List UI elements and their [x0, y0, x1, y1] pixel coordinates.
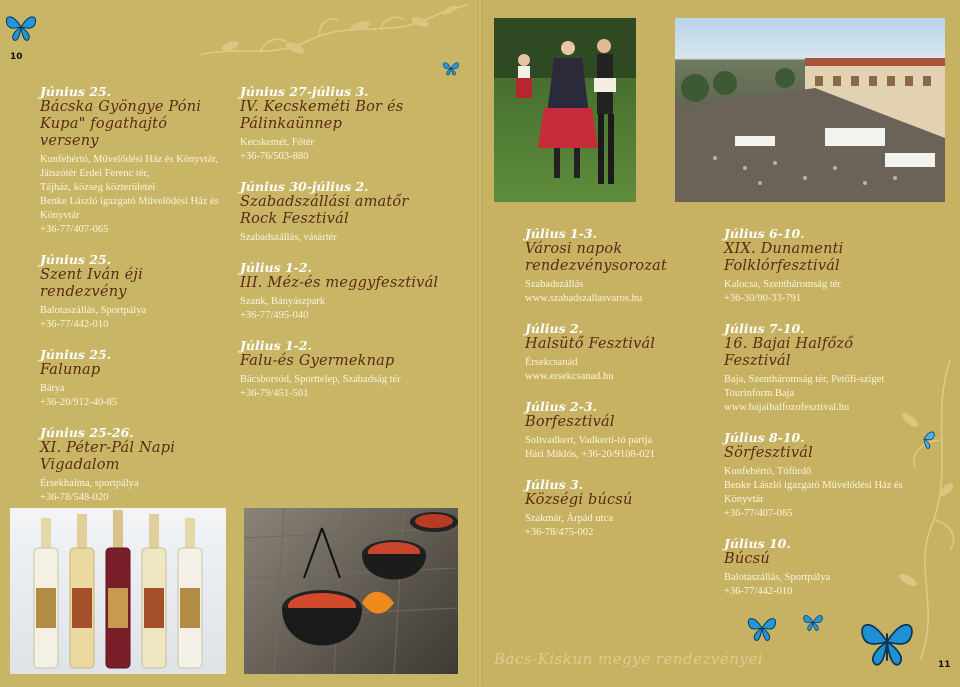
event-info-line: +36-78/475-002: [525, 527, 594, 538]
town-square-festival-photo: [675, 18, 945, 202]
event-date: Június 27-július 3.: [240, 84, 369, 99]
event-title: Falunap: [40, 362, 101, 378]
event-item: [40, 347, 230, 410]
palinka-bottles-photo: [10, 508, 226, 674]
event-date: Június 25.: [40, 84, 112, 99]
event-info-line: Baja, Szentháromság tér, Petőfi-sziget: [724, 374, 885, 385]
event-column-2: [240, 84, 440, 416]
event-info-line: Balotaszállás, Sportpálya: [40, 305, 147, 316]
event-title: IV. Kecskeméti Bor és Pálinkaünnep: [240, 99, 404, 132]
event-date: Július 2.: [525, 321, 584, 336]
event-date: Július 1-2.: [240, 260, 312, 275]
event-info-line: +36-78/548-020: [40, 492, 109, 503]
event-title: 16. Bajai Halfőző Fesztivál: [724, 336, 854, 369]
event-info-line: Benke László igazgató Művelődési Ház és: [724, 480, 903, 491]
event-item: [724, 226, 914, 306]
footer-title: Bács-Kiskun megye rendezvényei: [494, 650, 764, 668]
event-title: Borfesztivál: [525, 414, 615, 430]
event-column-4: [724, 226, 914, 614]
event-info-line: Kalocsa, Szentháromság tér: [724, 279, 841, 290]
butterfly-icon: [802, 612, 824, 632]
event-date: Június 30-július 2.: [240, 179, 369, 194]
event-info-line: +36-79/451-501: [240, 388, 309, 399]
page-number-left: 10: [10, 52, 23, 62]
event-info-line: +36-20/912-40-85: [40, 397, 118, 408]
event-title: XIX. Dunamenti Folklórfesztivál: [724, 241, 844, 274]
event-info-line: Kecskemét, Főtér: [240, 137, 315, 148]
event-info-line: Szakmár, Árpád utca: [525, 513, 613, 524]
event-item: [724, 321, 914, 415]
event-info-line: Hári Miklós, +36-20/9108-021: [525, 449, 655, 460]
event-date: Július 7-10.: [724, 321, 805, 336]
event-title: Bácska Gyöngye Póni Kupa" fogathajtó verseny: [40, 99, 202, 149]
event-date: Július 10.: [724, 536, 791, 551]
event-title: Falu-és Gyermeknap: [240, 353, 395, 369]
event-item: [40, 84, 230, 237]
event-date: Július 3.: [525, 477, 584, 492]
event-item: [40, 252, 230, 332]
event-info-line: Tájház, község közterületei: [40, 182, 156, 193]
event-item: [525, 477, 700, 540]
event-title: Búcsú: [724, 551, 770, 567]
event-info-line: Bátya: [40, 383, 65, 394]
event-item: [724, 536, 914, 599]
butterfly-icon: [442, 60, 460, 76]
event-title: III. Méz-és meggyfesztivál: [240, 275, 439, 291]
event-date: Július 2-3.: [525, 399, 597, 414]
event-title: Szabadszállási amatőr Rock Fesztivál: [240, 194, 409, 227]
event-info-line: +36-76/503-880: [240, 151, 309, 162]
event-item: [240, 179, 440, 245]
event-column-1: [40, 84, 230, 520]
vine-ornament-top: [200, 0, 470, 75]
event-info-line: Érsekcsanád: [525, 357, 578, 368]
event-item: [240, 338, 440, 401]
event-date: Június 25.: [40, 347, 112, 362]
event-info-line: www.ersekcsanad.hu: [525, 371, 614, 382]
event-info-line: Játszótér Erdei Ferenc tér,: [40, 168, 150, 179]
event-info-line: +36-77/407-065: [40, 224, 109, 235]
event-date: Július 8-10.: [724, 430, 805, 445]
event-item: [724, 430, 914, 521]
event-date: Július 1-2.: [240, 338, 312, 353]
butterfly-icon: [4, 12, 38, 42]
event-date: Július 1-3.: [525, 226, 597, 241]
event-info-line: Könyvtár: [724, 494, 764, 505]
butterfly-icon: [858, 616, 916, 668]
event-info-line: Érsekhalma, sportpálya: [40, 478, 139, 489]
page-number-right: 11: [938, 660, 951, 670]
page-gutter: [478, 0, 482, 687]
event-info-line: Soltvadkert, Vadkerti-tó partja: [525, 435, 653, 446]
event-date: Június 25-26.: [40, 425, 134, 440]
event-info-line: +36-77/407-065: [724, 508, 793, 519]
event-info-line: www.szabadszallasvaros.hu: [525, 293, 643, 304]
event-info-line: Balotaszállás, Sportpálya: [724, 572, 831, 583]
event-info-line: Könyvtár: [40, 210, 80, 221]
event-info-line: Kunfehértó, Művelődési Ház és Könyvtár,: [40, 154, 219, 165]
event-info-line: Szank, Bányászpark: [240, 296, 326, 307]
event-info-line: +36-30/90-33-791: [724, 293, 802, 304]
event-title: Sörfesztivál: [724, 445, 813, 461]
event-info-line: Bácsborsód, Sporttelep, Szabadság tér: [240, 374, 401, 385]
event-title: Városi napok rendezvénysorozat: [525, 241, 667, 274]
event-date: Július 6-10.: [724, 226, 805, 241]
event-info-line: Szabadszállás: [525, 279, 584, 290]
event-item: [240, 84, 440, 164]
event-date: Június 25.: [40, 252, 112, 267]
event-item: [525, 321, 700, 384]
event-title: Halsütő Fesztivál: [525, 336, 656, 352]
event-item: [40, 425, 230, 505]
butterfly-icon: [746, 614, 778, 642]
event-title: Szent Iván éji rendezvény: [40, 267, 143, 300]
event-info-line: Szabadszállás, vásártér: [240, 232, 337, 243]
event-info-line: +36-77/442-010: [724, 586, 793, 597]
event-item: [525, 226, 700, 306]
folk-dancers-photo: [494, 18, 636, 202]
butterfly-icon: [912, 428, 936, 450]
event-info-line: Kunfehértó, Tófürdő: [724, 466, 812, 477]
event-info-line: www.bajaihalfozofesztival.hu: [724, 402, 850, 413]
event-column-3: [525, 226, 700, 555]
event-info-line: Tourinform Baja: [724, 388, 795, 399]
event-info-line: +36-77/495-040: [240, 310, 309, 321]
event-info-line: +36-77/442-010: [40, 319, 109, 330]
fish-soup-cauldrons-photo: [244, 508, 458, 674]
event-item: [525, 399, 700, 462]
event-info-line: Benke László igazgató Művelődési Ház és: [40, 196, 219, 207]
event-title: XI. Péter-Pál Napi Vigadalom: [40, 440, 176, 473]
event-item: [240, 260, 440, 323]
event-title: Községi búcsú: [525, 492, 633, 508]
